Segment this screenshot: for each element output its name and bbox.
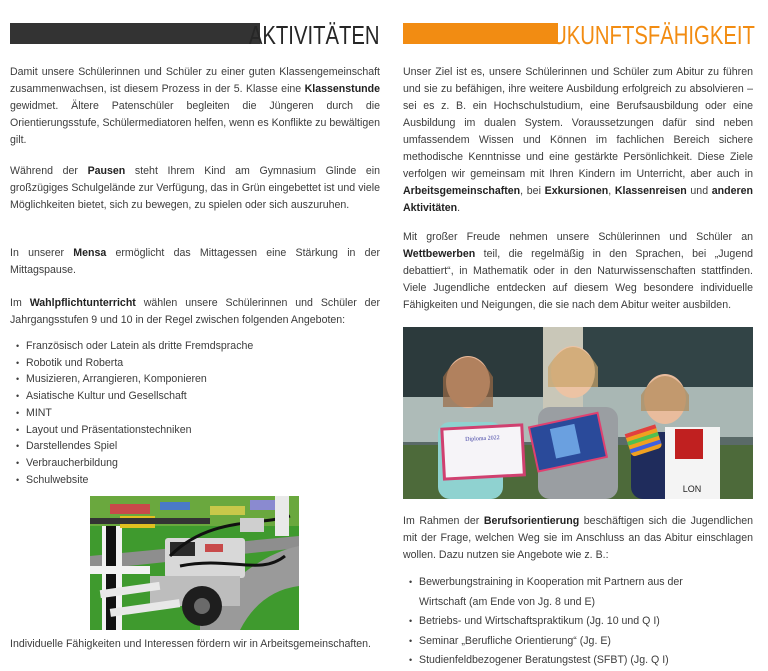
list-item: • Musizieren, Arrangieren, Komponieren bbox=[10, 371, 380, 388]
list-item: • Robotik und Roberta bbox=[10, 355, 380, 372]
list-item: • Darstellendes Spiel bbox=[10, 438, 380, 455]
heading-bar bbox=[403, 23, 558, 44]
wahlpflicht-list bbox=[10, 338, 380, 488]
paragraph-wahlpflicht bbox=[10, 295, 380, 329]
bold-term: Exkursionen bbox=[544, 185, 609, 197]
sign-text: LON bbox=[682, 484, 702, 494]
students-with-diplomas-image bbox=[403, 327, 753, 499]
text: teil, die regelmäßig in den Sprachen, bei „Jugend debattiert“, in Mathematik oder in den Naturwissenschaften stattfinden. Viele Jugendliche entdecken auf diesem Weg besondere individuelle Fähigkeiten und Neigungen, die sie nach dem Abitur weiter ausbilden. bbox=[403, 248, 753, 311]
text: Während der bbox=[10, 165, 88, 177]
text: , bei bbox=[520, 185, 545, 197]
list-item: • Asiatische Kultur und Gesellschaft bbox=[10, 388, 380, 405]
paragraph-mensa bbox=[10, 245, 380, 279]
list-item: • Layout und Präsentationstechniken bbox=[10, 422, 380, 439]
text: Mit großer Freude nehmen unsere Schülerinnen und Schüler an bbox=[403, 231, 753, 243]
heading-bar bbox=[10, 23, 260, 44]
section-heading-aktivitaeten bbox=[10, 20, 380, 48]
list-item: • Französisch oder Latein als dritte Fremdsprache bbox=[10, 338, 380, 355]
diploma-text: Diploma 2022 bbox=[465, 435, 500, 443]
text: Damit unsere Schülerinnen und Schüler zu einer guten Klassengemeinschaft zusammenwachsen, ist diesem Prozess in der 5. Klasse eine bbox=[10, 66, 380, 95]
bold-term: Klassenstunde bbox=[304, 83, 380, 95]
list-item: • Schulwebsite bbox=[10, 472, 380, 489]
paragraph-klassenstunde bbox=[10, 64, 380, 149]
text: wählen unsere Schülerinnen und Schüler der Jahrgangsstufen 9 und 10 in der Regel zwischen folgenden Angeboten: bbox=[10, 297, 380, 326]
bold-term: Pausen bbox=[87, 165, 126, 177]
text: , bbox=[608, 185, 615, 197]
heading-title: ZUKUNFTSFÄHIGKEIT bbox=[539, 20, 755, 50]
berufsorientierung-list bbox=[403, 573, 713, 671]
bold-term: Wahlpflichtunterricht bbox=[29, 297, 136, 309]
text: und bbox=[686, 185, 712, 197]
list-item: • Bewerbungstraining in Kooperation mit Partnern aus der Wirtschaft (am Ende von Jg. 8 und E) bbox=[403, 573, 713, 612]
lego-robot-image bbox=[90, 496, 299, 630]
paragraph-berufsorientierung bbox=[403, 513, 753, 564]
paragraph-arbeitsgemeinschaften: Individuelle Fähigkeiten und Interessen fördern wir in Arbeitsgemeinschaften. bbox=[10, 638, 371, 650]
heading-title: AKTIVITÄTEN bbox=[249, 20, 380, 50]
bold-term: anderen Aktivitäten bbox=[403, 185, 753, 214]
list-item: • Verbraucherbildung bbox=[10, 455, 380, 472]
bold-term: Klassenreisen bbox=[614, 185, 687, 197]
text: In unserer bbox=[10, 247, 74, 259]
text: gewidmet. Ältere Patenschüler begleiten die Jüngeren durch die Orientierungsstufe, Schülermediatoren helfen, wenn es Konflikte zu bewältigen gilt. bbox=[10, 100, 380, 146]
text: steht Ihrem Kind am Gymnasium Glinde ein großzügiges Schulgelände zur Verfügung, das in Grün eingebettet ist und viele Möglichkeiten bietet, sich zu bewegen, zu spielen oder sich auszuruhen. bbox=[10, 165, 381, 211]
text: beschäftigen sich die Jugendlichen mit der Frage, welchen Weg sie im Anschluss an das Abitur einschlagen wollen. Dazu nutzen sie Angebote wie z. B.: bbox=[403, 515, 754, 561]
bold-term: Berufsorientierung bbox=[483, 515, 580, 527]
list-item: • MINT bbox=[10, 405, 380, 422]
bold-term: Mensa bbox=[73, 247, 107, 259]
text: . bbox=[457, 202, 461, 214]
section-heading-zukunftsfaehigkeit bbox=[403, 20, 755, 48]
students-photo bbox=[403, 327, 753, 499]
bold-term: Wettbewerben bbox=[403, 248, 476, 260]
paragraph-pausen bbox=[10, 163, 380, 214]
text: Unser Ziel ist es, unsere Schülerinnen und Schüler zum Abitur zu führen und sie zu befähigen, ihre weitere Ausbildung erfolgreich zu absolvieren – sei es z. B. ein Hochschulstudium, eine Berufsausbildung oder eine Ausbildung im dualen System. Voraussetzungen dafür sind neben umfassendem Wissen und Können im fachlichen Bereich sichere methodische Kenntnisse und eine gestärkte Persönlichkeit. Diese Ziele verfolgen wir gemeinsam mit Ihren Kindern im Unterricht, aber auch in bbox=[403, 66, 753, 180]
paragraph-wettbewerbe bbox=[403, 229, 753, 314]
robot-photo bbox=[90, 496, 299, 630]
text: Im Rahmen der bbox=[403, 515, 484, 527]
bold-term: Arbeitsgemeinschaften bbox=[403, 185, 521, 197]
list-item: • Betriebs- und Wirtschaftspraktikum (Jg. 10 und Q I) bbox=[403, 612, 713, 632]
paragraph-ziel bbox=[403, 64, 753, 217]
text: Im bbox=[10, 297, 30, 309]
list-item: • Seminar „Berufliche Orientierung“ (Jg. E) bbox=[403, 632, 713, 652]
text: ermöglicht das Mittagessen eine Stärkung in der Mittagspause. bbox=[10, 247, 380, 276]
list-item: • Studienfeldbezogener Beratungstest (SFBT) (Jg. Q I) bbox=[403, 651, 713, 671]
